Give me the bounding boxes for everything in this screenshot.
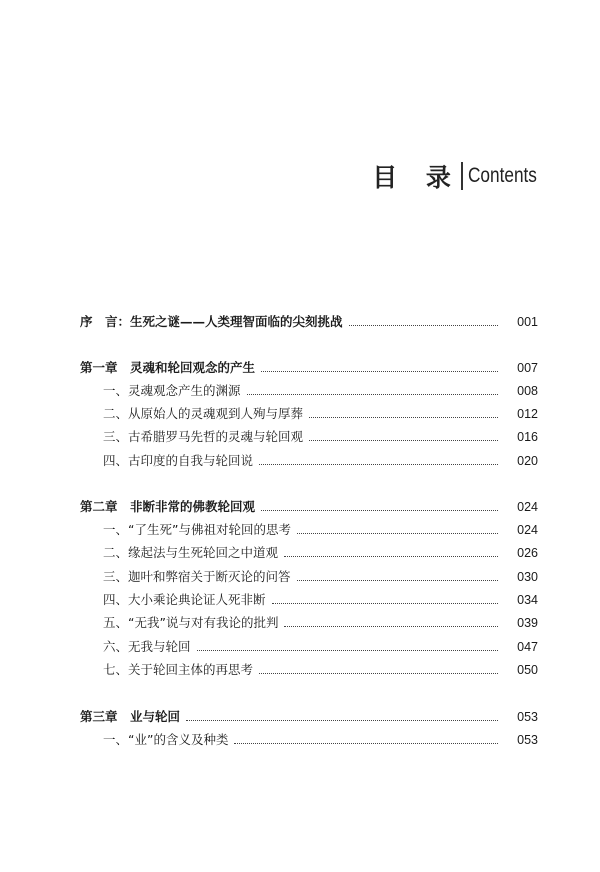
toc-entry-title: 一、“业”的含义及种类 bbox=[103, 732, 229, 747]
toc-entry-title: 序 言：生死之谜——人类理智面临的尖刻挑战 bbox=[80, 314, 343, 329]
toc-page-number: 053 bbox=[517, 710, 538, 724]
toc-section-entry[interactable] bbox=[0, 451, 600, 471]
toc-page-number: 001 bbox=[517, 315, 538, 329]
toc-leader-dots bbox=[284, 625, 498, 627]
page-title bbox=[372, 158, 540, 194]
toc-entry-title: 三、迦叶和弊宿关于断灭论的问答 bbox=[103, 569, 291, 584]
toc-page-number: 024 bbox=[517, 523, 538, 537]
toc-entry-title: 四、大小乘论典论证人死非断 bbox=[103, 592, 266, 607]
toc-page-number: 008 bbox=[517, 384, 538, 398]
toc-leader-dots bbox=[259, 672, 498, 674]
toc-page-number: 026 bbox=[517, 546, 538, 560]
toc-section-entry[interactable] bbox=[0, 543, 600, 563]
toc-page-number: 039 bbox=[517, 616, 538, 630]
toc-leader-dots bbox=[234, 742, 498, 744]
toc-entry-title: 一、灵魂观念产生的渊源 bbox=[103, 383, 241, 398]
toc-page-number: 007 bbox=[517, 361, 538, 375]
toc-entry-title: 二、从原始人的灵魂观到人殉与厚葬 bbox=[103, 406, 304, 421]
toc-page-number: 053 bbox=[517, 733, 538, 747]
toc-section-entry[interactable] bbox=[0, 637, 600, 657]
title-divider bbox=[461, 162, 463, 190]
toc-page-number: 020 bbox=[517, 454, 538, 468]
title-chinese: 目 录 bbox=[372, 163, 461, 192]
toc-entry-title: 二、缘起法与生死轮回之中道观 bbox=[103, 545, 279, 560]
toc-leader-dots bbox=[284, 555, 498, 557]
toc-section-entry[interactable] bbox=[0, 520, 600, 540]
toc-page-number: 016 bbox=[517, 430, 538, 444]
toc-page-number: 034 bbox=[517, 593, 538, 607]
toc-section-entry[interactable] bbox=[0, 381, 600, 401]
toc-entry-title: 四、古印度的自我与轮回说 bbox=[103, 453, 254, 468]
toc-leader-dots bbox=[272, 602, 498, 604]
toc-leader-dots bbox=[197, 649, 498, 651]
toc-chapter-entry[interactable] bbox=[0, 707, 600, 727]
toc-page-number: 047 bbox=[517, 640, 538, 654]
toc-page-number: 012 bbox=[517, 407, 538, 421]
toc-section-entry[interactable] bbox=[0, 427, 600, 447]
toc-entry-title: 三、古希腊罗马先哲的灵魂与轮回观 bbox=[103, 429, 304, 444]
toc-chapter-entry[interactable] bbox=[0, 312, 600, 332]
toc-leader-dots bbox=[261, 370, 498, 372]
toc-entry-title: 六、无我与轮回 bbox=[103, 639, 191, 654]
toc-leader-dots bbox=[186, 719, 498, 721]
toc-entry-title: 第一章 灵魂和轮回观念的产生 bbox=[80, 360, 256, 375]
toc-leader-dots bbox=[297, 579, 498, 581]
toc-leader-dots bbox=[247, 393, 498, 395]
title-english: Contents bbox=[467, 164, 537, 187]
toc-entry-title: 五、“无我”说与对有我论的批判 bbox=[103, 615, 279, 630]
toc-section-entry[interactable] bbox=[0, 660, 600, 680]
toc-section-entry[interactable] bbox=[0, 590, 600, 610]
toc-section-entry[interactable] bbox=[0, 730, 600, 750]
toc-section-entry[interactable] bbox=[0, 613, 600, 633]
toc-leader-dots bbox=[259, 463, 498, 465]
toc-leader-dots bbox=[309, 439, 498, 441]
toc-page-number: 050 bbox=[517, 663, 538, 677]
toc-section-entry[interactable] bbox=[0, 404, 600, 424]
toc-leader-dots bbox=[297, 532, 498, 534]
toc-entry-title: 七、关于轮回主体的再思考 bbox=[103, 662, 254, 677]
toc-entry-title: 一、“了生死”与佛祖对轮回的思考 bbox=[103, 522, 291, 537]
toc-section-entry[interactable] bbox=[0, 567, 600, 587]
toc-chapter-entry[interactable] bbox=[0, 358, 600, 378]
toc-leader-dots bbox=[309, 416, 498, 418]
toc-entry-title: 第二章 非断非常的佛教轮回观 bbox=[80, 499, 256, 514]
toc-entry-title: 第三章 业与轮回 bbox=[80, 709, 181, 724]
toc-chapter-entry[interactable] bbox=[0, 497, 600, 517]
toc-leader-dots bbox=[261, 509, 498, 511]
toc-page-number: 024 bbox=[517, 500, 538, 514]
toc-page-number: 030 bbox=[517, 570, 538, 584]
toc-leader-dots bbox=[349, 324, 498, 326]
